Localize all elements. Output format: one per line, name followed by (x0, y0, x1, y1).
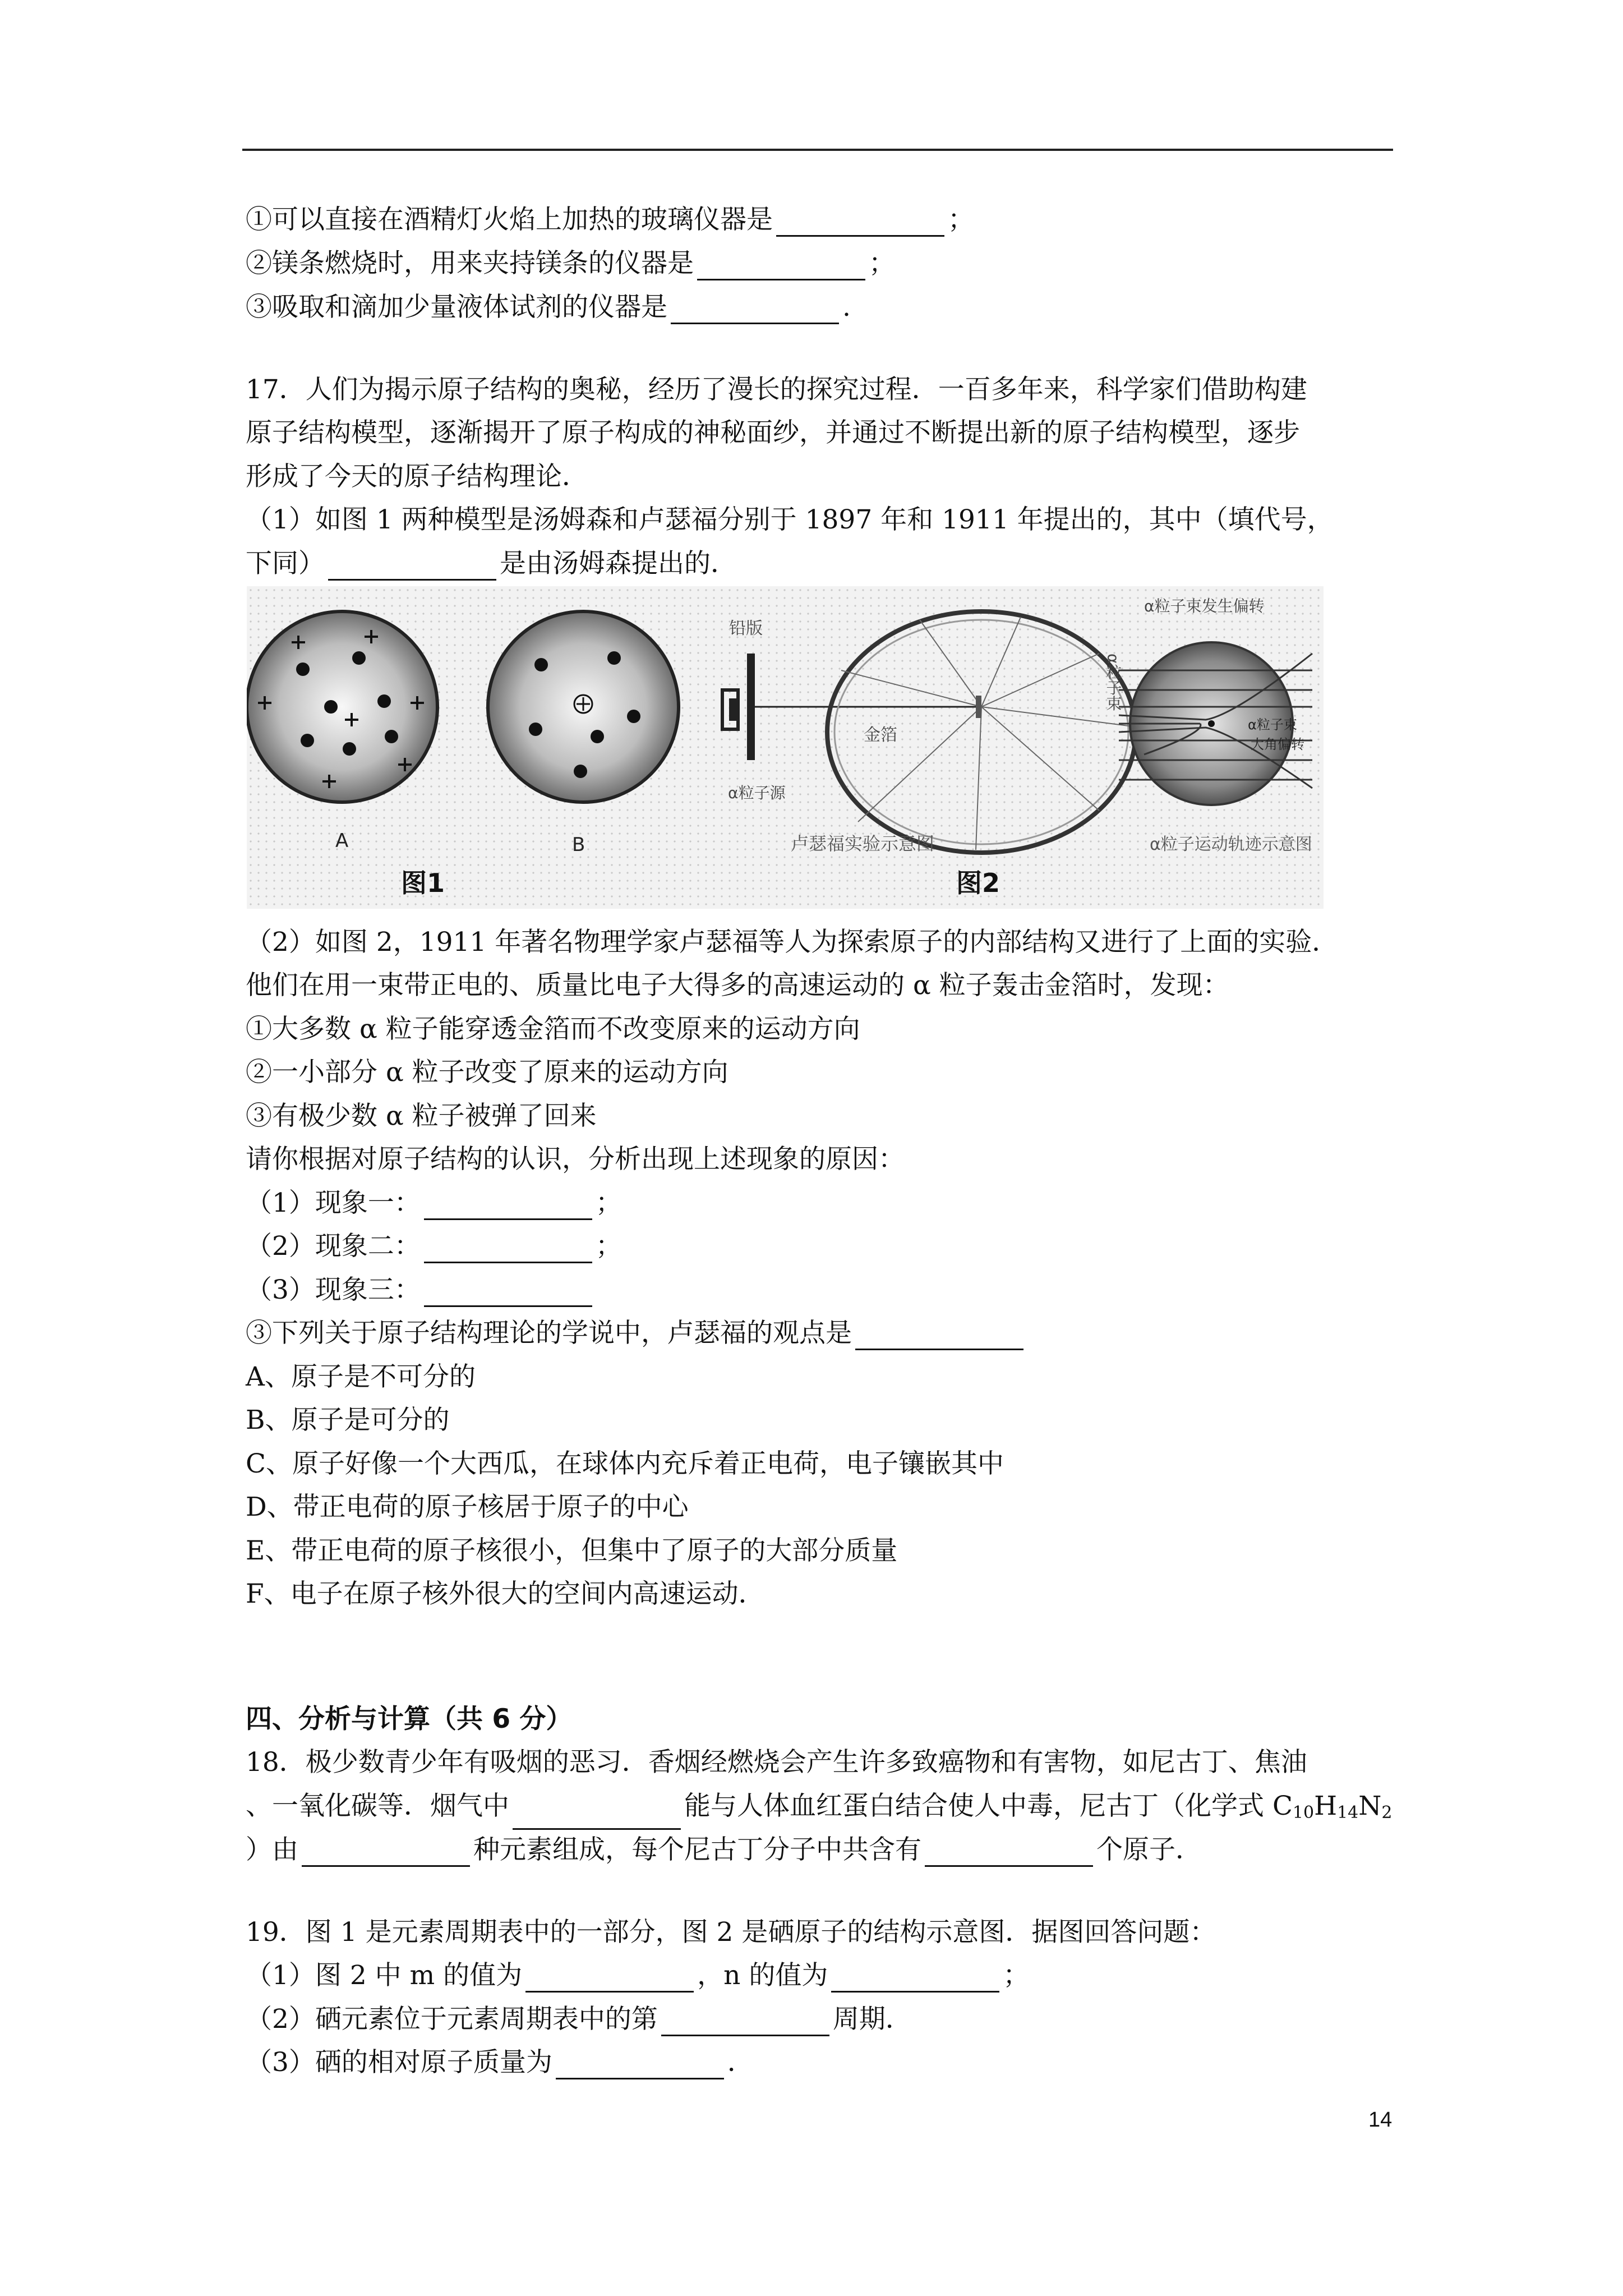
alpha-side-label-2: 大角偏转 (1251, 737, 1304, 752)
answer-blank[interactable] (424, 1278, 592, 1307)
figure-1-caption: 图1 (401, 868, 445, 898)
figure-2-caption: 图2 (956, 868, 1000, 898)
rutherford-apparatus (722, 611, 1136, 854)
q18-line-2 (246, 1789, 1393, 1830)
option-a: A、原子是不可分的 (246, 1361, 476, 1392)
reason-2-label: （2）现象二： (246, 1231, 421, 1262)
punct: ． (727, 2047, 754, 2078)
q19-part2-pre: （2）硒元素位于元素周期表中的第 (246, 2004, 658, 2035)
q16-item-1-text: ①可以直接在酒精灯火焰上加热的玻璃仪器是 (246, 204, 773, 235)
punct: ； (595, 1231, 622, 1262)
q19-part2-post: 周期． (832, 2004, 912, 2035)
lead-screen-label: 铅版 (729, 619, 763, 638)
q18-line-2-mid: 能与人体血红蛋白结合使人中毒，尼古丁（化学式 C (684, 1791, 1293, 1821)
q17-part1-post: 是由汤姆森提出的． (500, 548, 737, 579)
observation-1: ①大多数 α 粒子能穿透金箔而不改变原来的运动方向 (246, 1014, 860, 1045)
answer-blank[interactable] (328, 552, 496, 581)
rutherford-experiment-caption: 卢瑟福实验示意图 (791, 833, 935, 854)
punct: ； (595, 1188, 622, 1218)
q16-item-3 (246, 291, 851, 324)
answer-blank[interactable] (671, 296, 839, 324)
model-a-sphere (247, 611, 437, 802)
q18-line-3-post: 个原子． (1096, 1834, 1202, 1865)
gold-foil-label: 金箔 (864, 725, 897, 745)
section-heading: 四、分析与计算（共 6 分） (246, 1704, 573, 1734)
q16-item-2 (246, 247, 895, 280)
q17-part3 (246, 1317, 1027, 1350)
element-symbol: N (1358, 1791, 1382, 1821)
q19-part1 (246, 1959, 1029, 1993)
option-b: B、原子是可分的 (246, 1405, 450, 1435)
reason-2 (246, 1230, 622, 1263)
punct: ； (869, 248, 895, 279)
observation-3: ③有极少数 α 粒子被弹了回来 (246, 1101, 597, 1131)
answer-blank[interactable] (697, 252, 865, 280)
subscript: 10 (1292, 1803, 1315, 1823)
q19-part3-pre: （3）硒的相对原子质量为 (246, 2047, 552, 2078)
option-f: F、电子在原子核外很大的空间内高速运动． (246, 1579, 765, 1609)
q19-line-1: 19．图 1 是元素周期表中的一部分，图 2 是硒原子的结构示意图．据图回答问题： (246, 1917, 1216, 1948)
q19-part3 (246, 2046, 754, 2079)
option-d: D、带正电荷的原子核居于原子的中心 (246, 1492, 689, 1522)
subscript: 14 (1337, 1803, 1359, 1823)
answer-blank[interactable] (424, 1191, 592, 1220)
atom-model-figure (247, 586, 1324, 909)
answer-blank[interactable] (855, 1322, 1023, 1350)
alpha-side-label-1: α粒子束 (1248, 717, 1297, 733)
q19-part1-pre: （1）图 2 中 m 的值为 (246, 1960, 523, 1991)
q17-part2-line-1: （2）如图 2，1911 年著名物理学家卢瑟福等人为探索原子的内部结构又进行了上面的实验． (246, 927, 1339, 958)
q17-part1-line-2 (246, 547, 737, 581)
option-c: C、原子好像一个大西瓜，在球体内充斥着正电荷，电子镶嵌其中 (246, 1448, 1004, 1479)
reason-1 (246, 1186, 622, 1220)
model-b-sphere (488, 611, 679, 802)
answer-blank[interactable] (661, 2008, 829, 2036)
element-symbol: H (1314, 1791, 1338, 1821)
answer-blank[interactable] (525, 1964, 694, 1993)
punct: . (842, 292, 851, 323)
model-b-label: B (572, 834, 585, 856)
alpha-beam-label: α粒子束 (1104, 654, 1123, 711)
observation-2: ②一小部分 α 粒子改变了原来的运动方向 (246, 1057, 728, 1088)
q17-part1-line-1: （1）如图 1 两种模型是汤姆森和卢瑟福分别于 1897 年和 1911 年提出的，其中（填代号， (246, 504, 1334, 535)
analysis-prompt: 请你根据对原子结构的认识，分析出现上述现象的原因： (246, 1144, 905, 1175)
model-a-label: A (335, 830, 349, 852)
answer-blank[interactable] (925, 1838, 1093, 1867)
subscript: 2 (1381, 1803, 1393, 1823)
q16-item-3-text: ③吸取和滴加少量液体试剂的仪器是 (246, 292, 667, 323)
top-rule (242, 149, 1393, 151)
alpha-trajectory-diagram (1104, 597, 1313, 854)
alpha-source-label: α粒子源 (728, 784, 786, 802)
q19-part2 (246, 2003, 912, 2036)
punct: ； (948, 204, 974, 235)
q17-intro-line-3: 形成了今天的原子结构理论． (246, 461, 588, 492)
q18-line-3 (246, 1833, 1202, 1867)
option-e: E、带正电荷的原子核很小，但集中了原子的大部分质量 (246, 1535, 898, 1566)
answer-blank[interactable] (776, 208, 944, 237)
answer-blank[interactable] (831, 1964, 999, 1993)
q18-line-3-mid: 种元素组成，每个尼古丁分子中共含有 (473, 1834, 921, 1865)
q18-line-3-pre: ）由 (246, 1834, 298, 1865)
answer-blank[interactable] (424, 1235, 592, 1263)
q17-intro-line-2: 原子结构模型，逐渐揭开了原子构成的神秘面纱，并通过不断提出新的原子结构模型，逐步 (246, 417, 1300, 448)
trajectory-caption: α粒子运动轨迹示意图 (1150, 835, 1312, 854)
reason-1-label: （1）现象一： (246, 1188, 421, 1218)
deflection-label: α粒子束发生偏转 (1144, 597, 1265, 615)
q16-item-2-text: ②镁条燃烧时，用来夹持镁条的仪器是 (246, 248, 694, 279)
page-number: 14 (1368, 2108, 1393, 2132)
atom-model-figure-svg (247, 586, 1324, 909)
reason-3-label: （3）现象三： (246, 1274, 421, 1305)
q17-part3-text: ③下列关于原子结构理论的学说中，卢瑟福的观点是 (246, 1318, 852, 1349)
answer-blank[interactable] (302, 1838, 470, 1867)
q19-part1-mid: ，n 的值为 (697, 1960, 828, 1991)
q16-item-1 (246, 203, 974, 237)
q17-part2-line-2: 他们在用一束带正电的、质量比电子大得多的高速运动的 α 粒子轰击金箔时，发现： (246, 970, 1229, 1001)
q17-intro-line-1: 17．人们为揭示原子结构的奥秘，经历了漫长的探究过程．一百多年来，科学家们借助构建 (246, 374, 1307, 405)
q17-part1-pre: 下同） (246, 548, 325, 579)
q18-line-2-pre: 、一氧化碳等．烟气中 (246, 1791, 509, 1821)
reason-3 (246, 1273, 596, 1307)
answer-blank[interactable] (556, 2051, 724, 2079)
punct: ； (1003, 1960, 1030, 1991)
q18-line-1: 18．极少数青少年有吸烟的恶习．香烟经燃烧会产生许多致癌物和有害物，如尼古丁、焦油 (246, 1747, 1307, 1778)
answer-blank[interactable] (513, 1801, 681, 1830)
